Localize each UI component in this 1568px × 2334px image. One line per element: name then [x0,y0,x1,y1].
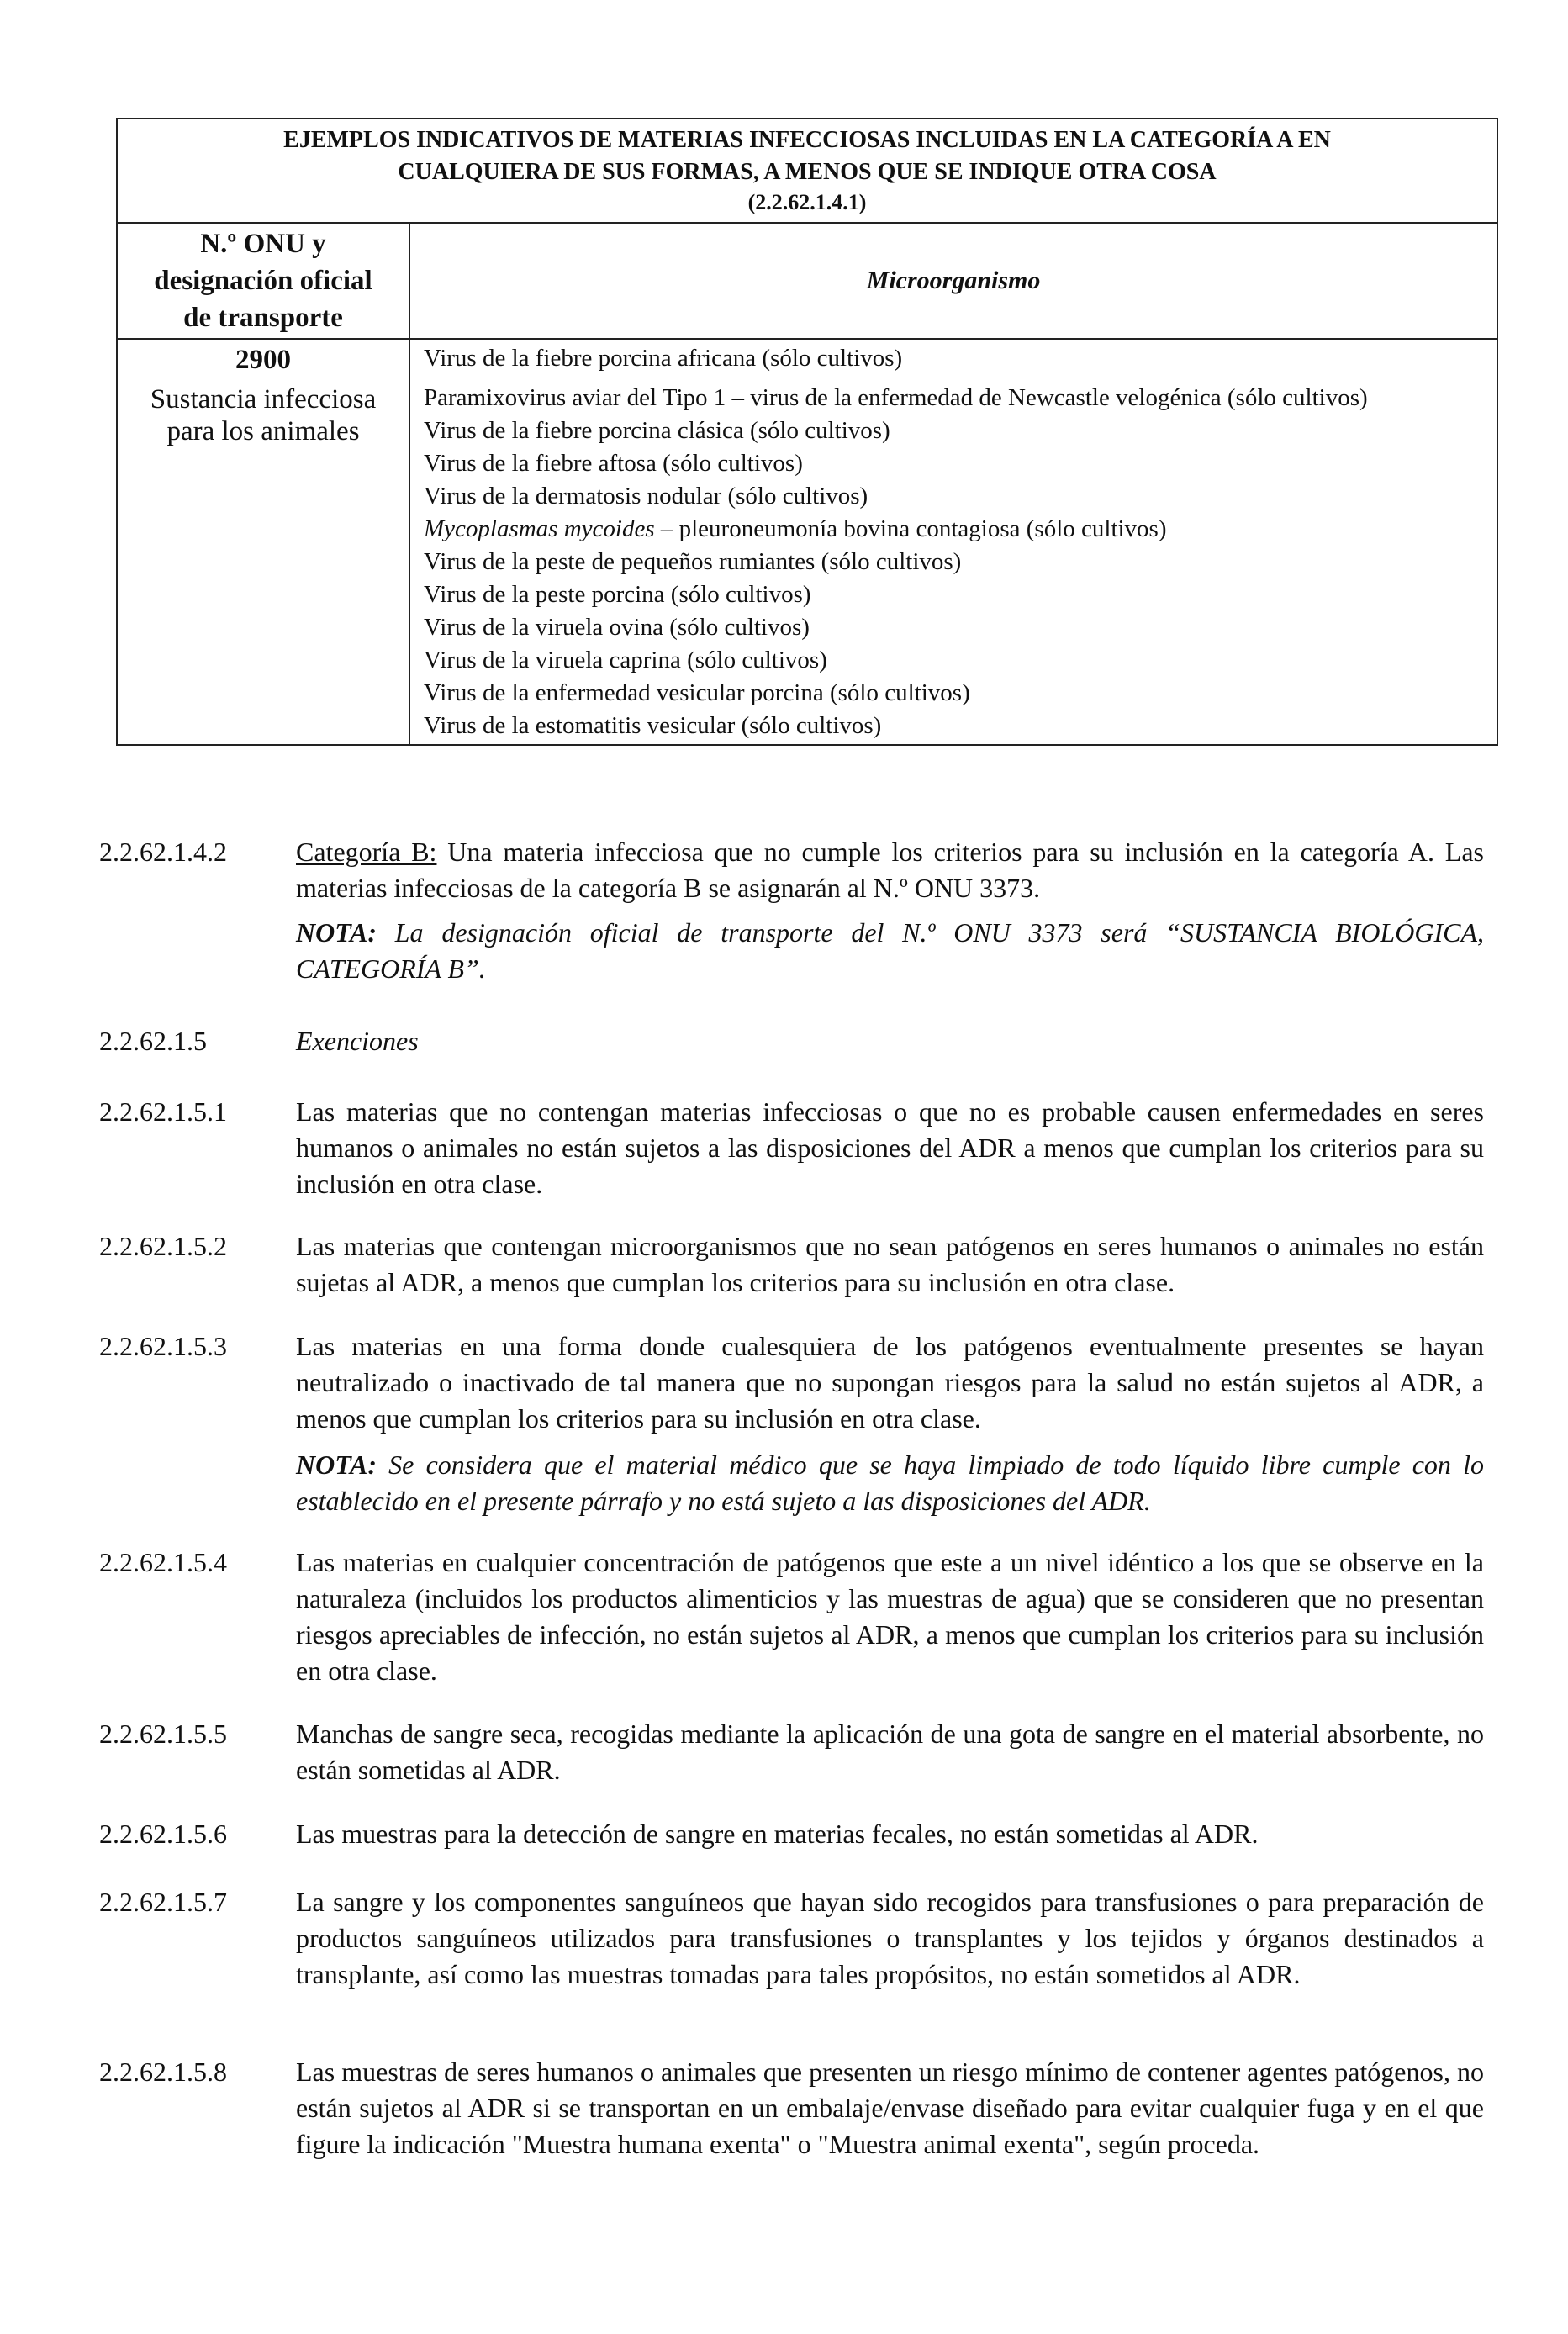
un-number: 2900 [235,345,291,375]
column-header-line: de transporte [183,303,343,333]
list-item: Virus de la dermatosis nodular (sólo cultivos) [424,483,868,510]
paragraph-text: Las materias que no contengan materias infecciosas o que no es probable causen enfermedades en seres humanos o animales no están sujetos a las disposiciones del ADR a menos que cumplan los criterios para su inclusión en otra clase. [296,1096,1484,1199]
list-item: Virus de la fiebre porcina africana (sólo cultivos) [424,345,903,372]
section-number: 2.2.62.1.5.1 [99,1096,227,1127]
microorganism-list [410,340,1497,744]
list-item: Virus de la fiebre aftosa (sólo cultivos) [424,450,803,477]
paragraph [296,834,1484,906]
list-item: Paramixovirus aviar del Tipo 1 – virus de la enfermedad de Newcastle velogénica (sólo cultivos) [424,384,1368,411]
section-body [296,834,1484,987]
note-text: La designación oficial de transporte del N.º ONU 3373 será “SUSTANCIA BIOLÓGICA, CATEGORÍA B”. [296,917,1484,984]
table-column-headers [118,224,1497,340]
paragraph-text: Una materia infecciosa que no cumple los criterios para su inclusión en la categoría A. Las materias infecciosas de la categoría B se asignarán al N.º ONU 3373. [296,837,1485,903]
section-number: 2.2.62.1.5.8 [99,2057,227,2087]
microorganism-description: – pleuroneumonía bovina contagiosa (sólo cultivos) [654,515,1167,542]
note-label: NOTA: [296,917,377,948]
paragraph-text: Las muestras de seres humanos o animales que presenten un riesgo mínimo de contener agentes patógenos, no están sujetos al ADR si se transportan en un embalaje/envase diseñado para evitar cualquier fuga y en el que figure la indicación "Muestra humana exenta" o "Muestra animal exenta", según proceda. [296,2057,1484,2159]
column-header-un-number [118,224,410,338]
list-item: Virus de la viruela caprina (sólo cultivos) [424,647,827,673]
paragraph-text: Las materias en una forma donde cualesquiera de los patógenos eventualmente presentes se hayan neutralizado o inactivado de tal manera que no supongan riesgos para la salud no están sujetos al ADR, a menos que cumplan los criterios para su inclusión en otra clase. [296,1331,1484,1434]
section-title: Exenciones [296,1026,419,1056]
section-number: 2.2.62.1.4.2 [99,837,227,867]
list-item: Virus de la fiebre porcina clásica (sólo cultivos) [424,417,890,444]
list-item: Virus de la estomatitis vesicular (sólo cultivos) [424,712,882,739]
list-item: Virus de la peste de pequeños rumiantes (sólo cultivos) [424,548,962,575]
note [296,915,1484,987]
column-header-line: N.º ONU y [200,229,326,259]
column-header-microorganism: Microorganismo [866,267,1041,294]
table-title-line-1: EJEMPLOS INDICATIVOS DE MATERIAS INFECCIOSAS INCLUIDAS EN LA CATEGORÍA A EN [283,127,1331,153]
note-text: Se considera que el material médico que se haya limpiado de todo líquido libre cumple con lo establecido en el presente párrafo y no está sujeto a las disposiciones del ADR. [296,1450,1484,1516]
infectious-substances-table [116,118,1498,746]
paragraph-text: La sangre y los componentes sanguíneos que hayan sido recogidos para transfusiones o para preparación de productos sanguíneos utilizados para transfusiones o transplantes y los tejidos y órganos destinados a transplante, así como las muestras tomadas para tales propósitos, no están sometidos al ADR. [296,1887,1484,1989]
section-body [296,1328,1484,1519]
list-item: Virus de la peste porcina (sólo cultivos) [424,581,811,608]
section-number: 2.2.62.1.5.6 [99,1819,227,1849]
shipping-name-line: para los animales [166,416,360,446]
table-title-reference: (2.2.62.1.4.1) [747,190,867,214]
column-header-line: designación oficial [154,266,372,296]
paragraph-text: Las materias que contengan microorganismos que no sean patógenos en seres humanos o animales no están sujetas al ADR, a menos que cumplan los criterios para su inclusión en otra clase. [296,1231,1484,1297]
paragraph-text: Las materias en cualquier concentración de patógenos que este a un nivel idéntico a los que se observe en la naturaleza (incluidos los productos alimenticios y las muestras de agua) que se consideren que no presentan riesgos apreciables de infección, no están sujetos al ADR, a menos que cumplan los criterios para su inclusión en otra clase. [296,1547,1484,1686]
section-number: 2.2.62.1.5.2 [99,1231,227,1261]
note [296,1447,1484,1519]
un-number-cell [118,340,410,744]
microorganism-italic-name: Mycoplasmas mycoides [424,515,655,542]
section-number: 2.2.62.1.5.4 [99,1547,227,1577]
table-title [118,119,1497,224]
section-number: 2.2.62.1.5.5 [99,1719,227,1749]
table-title-line-2: CUALQUIERA DE SUS FORMAS, A MENOS QUE SE INDIQUE OTRA COSA [398,159,1217,185]
section-number: 2.2.62.1.5.7 [99,1887,227,1917]
section-number: 2.2.62.1.5.3 [99,1331,227,1361]
proper-shipping-name [118,383,409,447]
list-item: Virus de la viruela ovina (sólo cultivos) [424,614,810,641]
list-item [424,513,1497,546]
shipping-name-line: Sustancia infecciosa [150,384,377,415]
paragraph-text: Las muestras para la detección de sangre en materias fecales, no están sometidas al ADR. [296,1819,1259,1849]
table-row [118,340,1497,744]
list-item: Virus de la enfermedad vesicular porcina (sólo cultivos) [424,679,970,706]
category-b-label: Categoría B: [296,837,437,867]
paragraph-text: Manchas de sangre seca, recogidas mediante la aplicación de una gota de sangre en el material absorbente, no están sometidas al ADR. [296,1719,1484,1785]
note-label: NOTA: [296,1450,377,1480]
section-number: 2.2.62.1.5 [99,1026,207,1056]
